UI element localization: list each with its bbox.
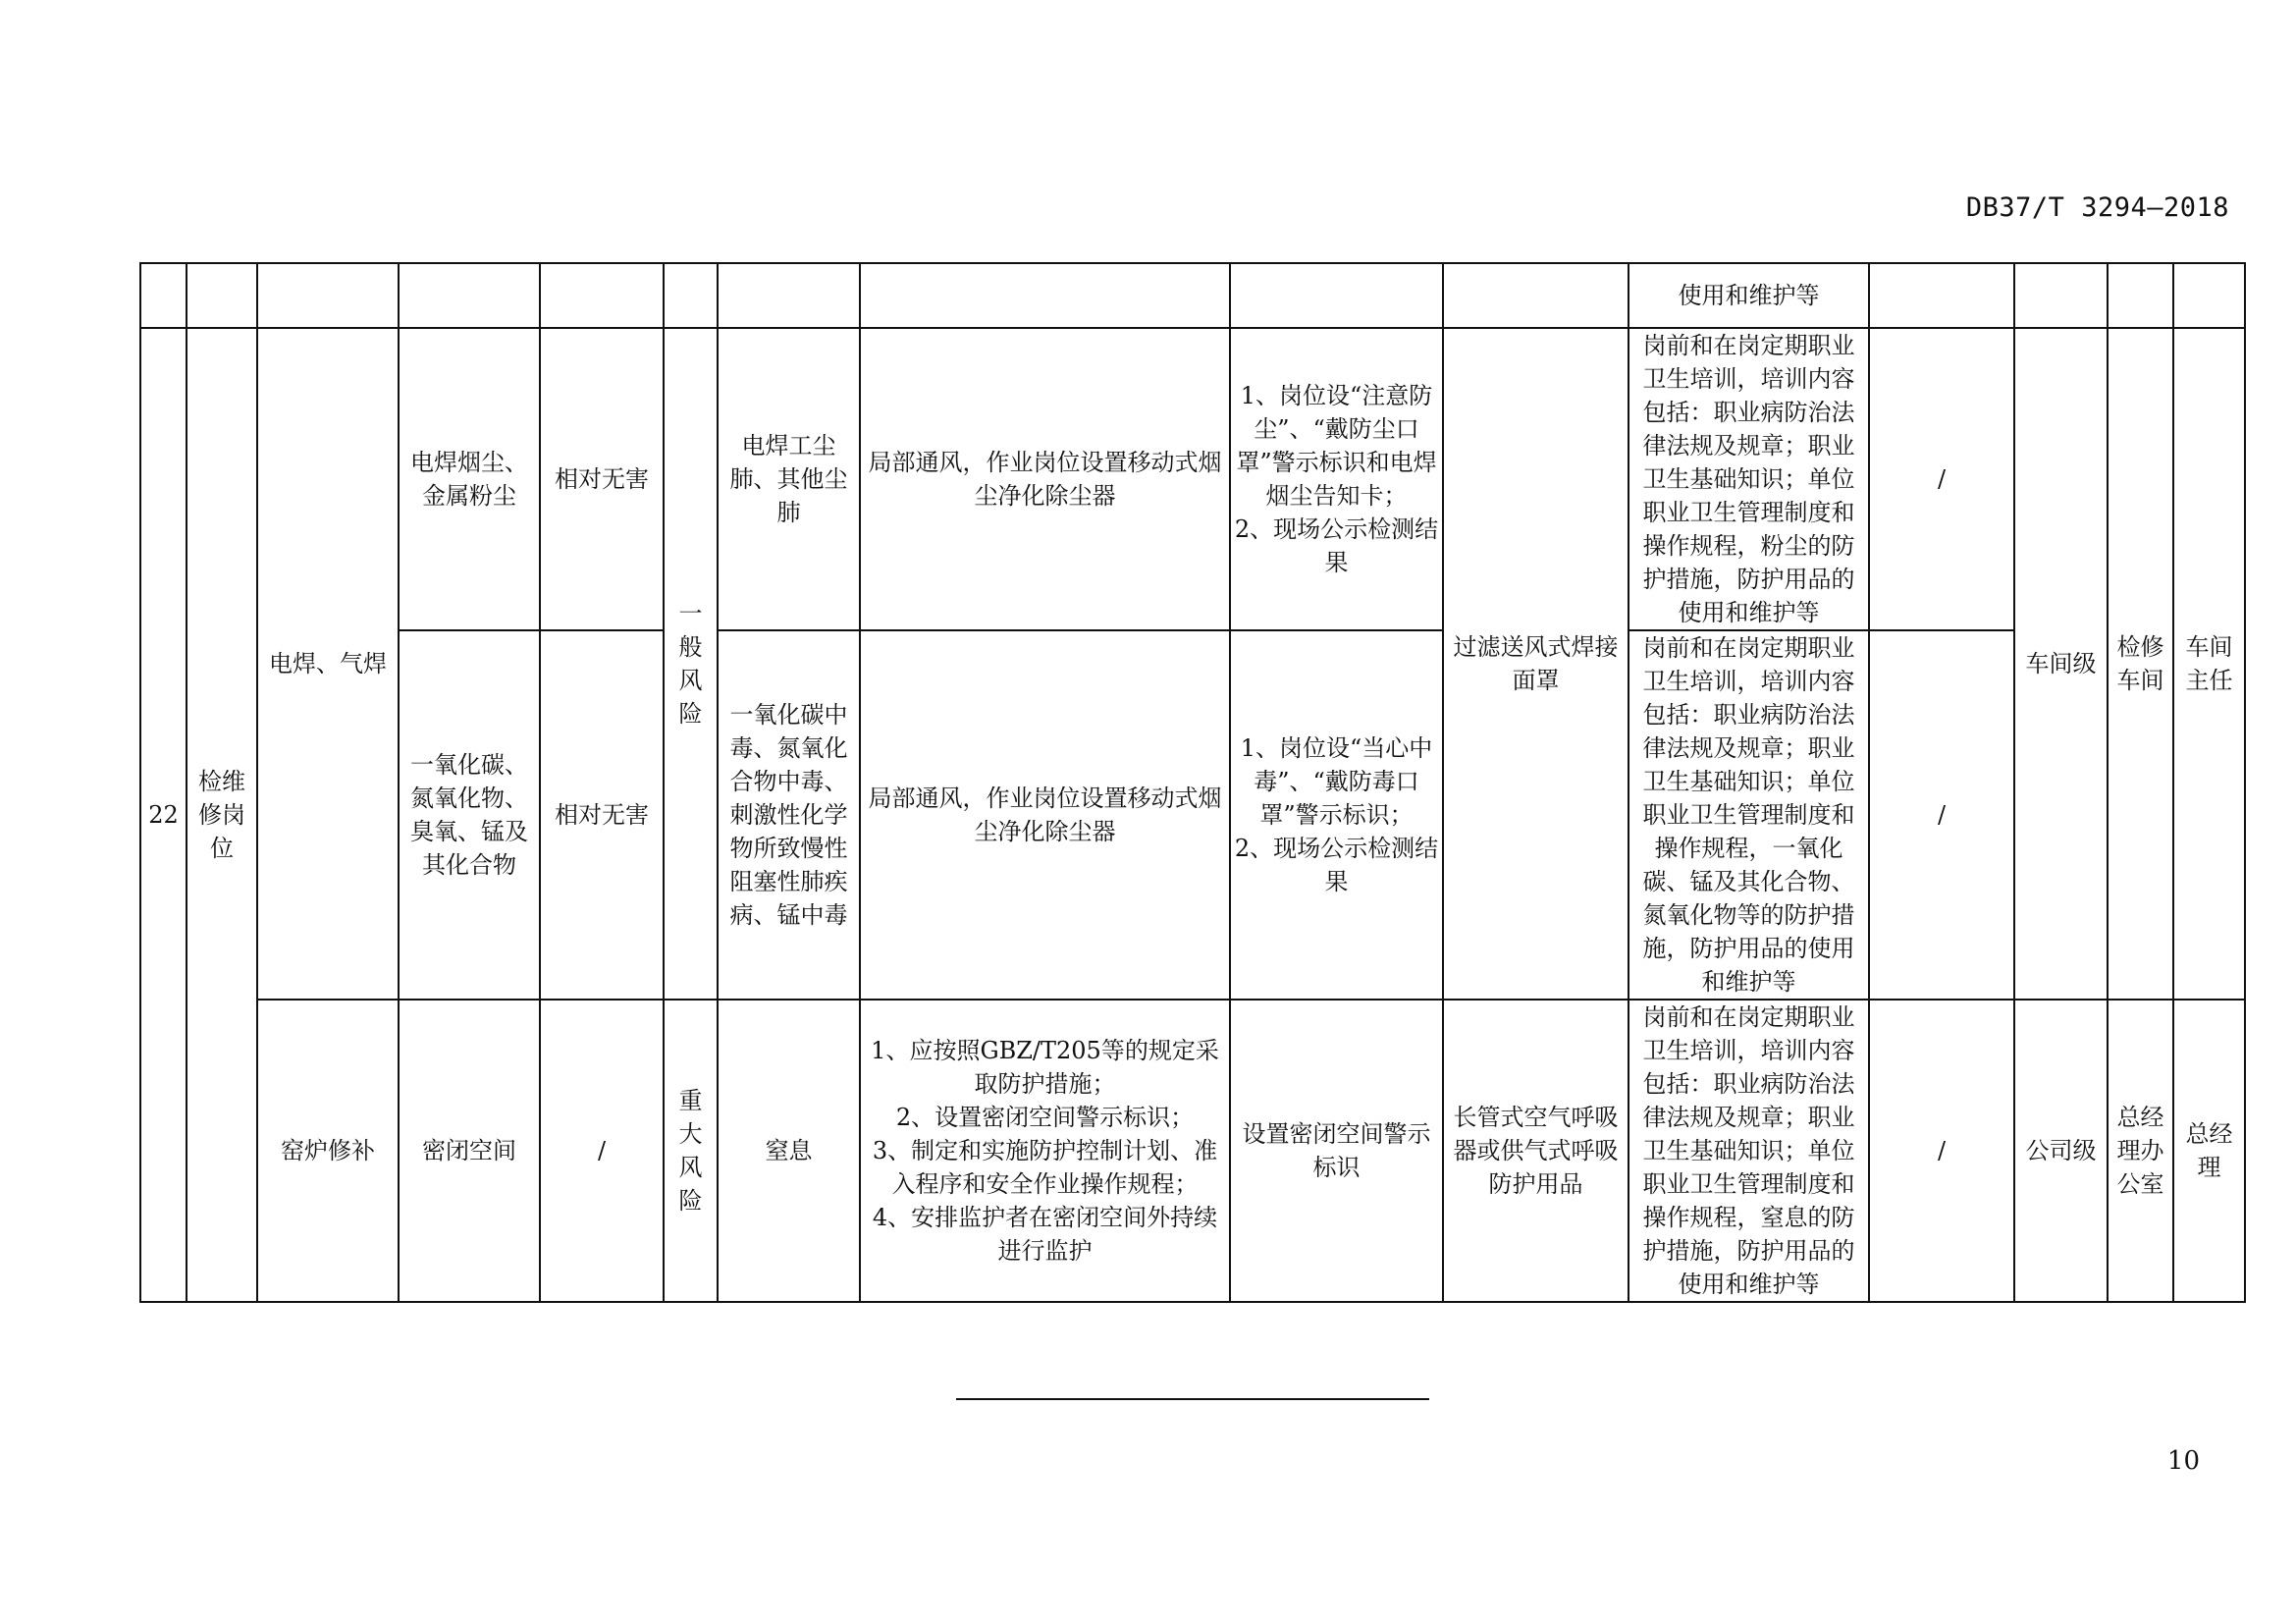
cell-empty [187,263,257,328]
cell-ppe: 过滤送风式焊接面罩 [1443,328,1629,1000]
cell-post [187,328,257,1302]
cell-empty [664,263,718,328]
cell-empty [2014,263,2108,328]
hazard-table [139,262,2246,1303]
table-row-kiln-repair [140,1000,2245,1302]
cell-empty [1230,263,1443,328]
cell-dept: 总经理办公室 [2108,1000,2173,1302]
cell-training: 岗前和在岗定期职业卫生培训，培训内容包括：职业病防治法律法规及规章；职业卫生基础知识；单位职业卫生管理制度和操作规程，粉尘的防护措施，防护用品的使用和维护等 [1629,328,1869,630]
cell-disease: 电焊工尘肺、其他尘肺 [718,328,860,630]
document-code: DB37/T 3294—2018 [1965,192,2229,223]
cell-relation: / [540,1000,664,1302]
cell-admin: 1、岗位设“当心中毒”、“戴防毒口罩”警示标识； 2、现场公示检测结果 [1230,630,1443,1000]
cell-relation: 相对无害 [540,328,664,630]
table-row-welding-gas [140,630,2245,1000]
cell-empty [860,263,1230,328]
cell-admin: 设置密闭空间警示标识 [1230,1000,1443,1302]
cell-risk-general [664,328,718,1000]
cell-empty [718,263,860,328]
table-row-welding-dust [140,328,2245,630]
cell-empty [257,263,399,328]
cell-process-kiln: 窑炉修补 [257,1000,399,1302]
cell-risk-major [664,1000,718,1302]
cell-factor: 一氧化碳、氮氧化物、臭氧、锰及其化合物 [399,630,540,1000]
cell-empty [1869,263,2014,328]
cell-disease: 窒息 [718,1000,860,1302]
cell-engineering: 局部通风，作业岗位设置移动式烟尘净化除尘器 [860,630,1230,1000]
cell-emergency: / [1869,328,2014,630]
cell-factor: 密闭空间 [399,1000,540,1302]
cell-process-welding: 电焊、气焊 [257,328,399,1000]
cell-ppe: 长管式空气呼吸器或供气式呼吸防护用品 [1443,1000,1629,1302]
cell-engineering: 1、应按照GBZ/T205等的规定采取防护措施； 2、设置密闭空间警示标识； 3、制定和实施防护控制计划、准入程序和安全作业操作规程； 4、安排监护者在密闭空间外持续进行监护 [860,1000,1230,1302]
cell-emergency: / [1869,1000,2014,1302]
cell-disease: 一氧化碳中毒、氮氧化合物中毒、刺激性化学物所致慢性阻塞性肺疾病、锰中毒 [718,630,860,1000]
footer-rule [956,1398,1429,1400]
risk-text: 重大风险 [678,1087,703,1215]
cell-empty [2108,263,2173,328]
cell-relation: 相对无害 [540,630,664,1000]
cell-factor: 电焊烟尘、金属粉尘 [399,328,540,630]
table-row-continuation [140,263,2245,328]
page-number: 10 [2166,1446,2200,1476]
cell-level: 车间级 [2014,328,2108,1000]
cell-empty [1443,263,1629,328]
cell-training: 岗前和在岗定期职业卫生培训，培训内容包括：职业病防治法律法规及规章；职业卫生基础知识；单位职业卫生管理制度和操作规程，窒息的防护措施，防护用品的使用和维护等 [1629,1000,1869,1302]
cell-seq: 22 [140,328,187,1302]
cell-empty [399,263,540,328]
cell-level: 公司级 [2014,1000,2108,1302]
cell-engineering: 局部通风，作业岗位设置移动式烟尘净化除尘器 [860,328,1230,630]
cell-empty [2173,263,2245,328]
cell-training-continued: 使用和维护等 [1629,263,1869,328]
cell-training: 岗前和在岗定期职业卫生培训，培训内容包括：职业病防治法律法规及规章；职业卫生基础知识；单位职业卫生管理制度和操作规程，一氧化碳、锰及其化合物、氮氧化物等的防护措施，防护用品的使用和维护等 [1629,630,1869,1000]
cell-emergency: / [1869,630,2014,1000]
cell-admin: 1、岗位设“注意防尘”、“戴防尘口罩”警示标识和电焊烟尘告知卡； 2、现场公示检测结果 [1230,328,1443,630]
cell-person: 总经理 [2173,1000,2245,1302]
risk-text: 一般风险 [678,600,703,728]
cell-empty [540,263,664,328]
post-text: 检维修岗位 [197,768,245,862]
cell-dept: 检修车间 [2108,328,2173,1000]
cell-empty [140,263,187,328]
cell-person: 车间主任 [2173,328,2245,1000]
